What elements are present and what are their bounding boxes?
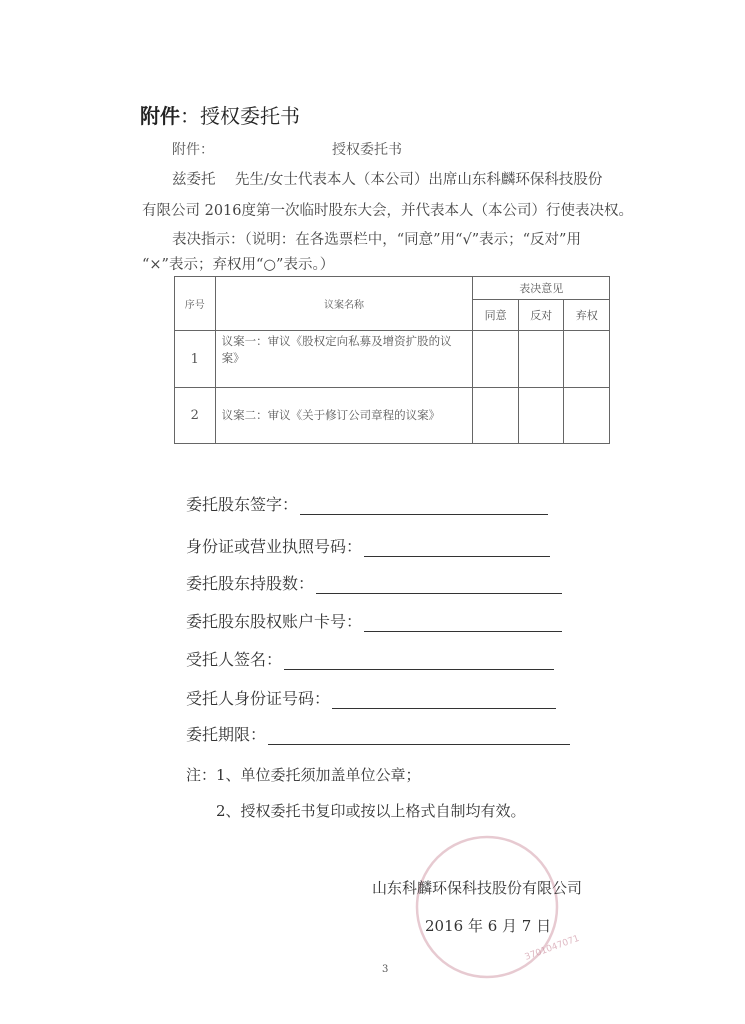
id-or-license-line[interactable] xyxy=(364,555,550,557)
header-oppose: 反对 xyxy=(518,300,564,331)
proxy-signature-line[interactable] xyxy=(284,668,554,670)
heading-prefix: 附件 xyxy=(140,104,180,128)
vote-oppose-cell[interactable] xyxy=(518,388,564,444)
document-heading xyxy=(140,100,300,129)
header-agree: 同意 xyxy=(473,300,519,331)
account-card-line[interactable] xyxy=(364,630,562,632)
vote-abstain-cell[interactable] xyxy=(564,388,610,444)
vote-abstain-cell[interactable] xyxy=(564,331,610,388)
intro-line3: 表决指示：（说明：在各选票栏中，“同意”用“√”表示；“反对”用 xyxy=(172,232,581,248)
company-seal-icon xyxy=(412,832,581,982)
intro-line2: 有限公司 2016度第一次临时股东大会，并代表本人（本公司）行使表决权。 xyxy=(142,203,634,219)
principal-signature-line[interactable] xyxy=(300,513,548,515)
motion-name: 议案一：审议《股权定向私募及增资扩股的议案》 xyxy=(215,331,473,388)
row-number: 1 xyxy=(175,331,216,388)
field-label: 委托股东股权账户卡号： xyxy=(186,612,363,631)
row-number: 2 xyxy=(175,388,216,444)
field-shares-held xyxy=(186,571,562,594)
shares-held-line[interactable] xyxy=(316,592,562,594)
header-vote-opinion: 表决意见 xyxy=(473,277,610,300)
field-label: 受托人身份证号码： xyxy=(186,689,331,708)
page-number: 3 xyxy=(382,964,389,975)
seal-number: 3701047071 xyxy=(523,933,581,963)
table-row xyxy=(175,331,610,388)
voting-table xyxy=(174,276,610,444)
field-principal-signature xyxy=(186,492,548,515)
heading-title: 授权委托书 xyxy=(200,104,300,128)
issue-date: 2016 年 6 月 7 日 xyxy=(425,917,552,935)
intro-line1-b: 先生/女士代表本人（本公司）出席山东科麟环保科技股份 xyxy=(235,172,603,188)
field-account-card xyxy=(186,609,562,632)
field-id-or-license xyxy=(186,534,550,557)
table-row xyxy=(175,388,610,444)
field-label: 身份证或营业执照号码： xyxy=(186,537,363,556)
field-label: 委托股东签字： xyxy=(186,495,299,514)
term-line[interactable] xyxy=(268,743,570,745)
vote-agree-cell[interactable] xyxy=(473,388,519,444)
header-serial-no: 序号 xyxy=(175,277,216,331)
note-2: 2、授权委托书复印或按以上格式自制均有效。 xyxy=(216,802,526,820)
company-name: 山东科麟环保科技股份有限公司 xyxy=(372,879,583,897)
attachment-title: 授权委托书 xyxy=(332,142,402,158)
intro-line4: “×”表示；弃权用“○”表示。） xyxy=(142,257,335,273)
field-label: 委托期限： xyxy=(186,725,267,744)
field-proxy-id xyxy=(186,686,556,709)
field-label: 委托股东持股数： xyxy=(186,574,315,593)
note-1: 注：1、单位委托须加盖单位公章； xyxy=(186,766,421,784)
heading-colon: ： xyxy=(180,104,200,128)
vote-oppose-cell[interactable] xyxy=(518,331,564,388)
attachment-label: 附件： xyxy=(172,142,214,158)
field-label: 受托人签名： xyxy=(186,650,283,669)
field-term xyxy=(186,722,570,745)
field-proxy-signature xyxy=(186,647,554,670)
vote-agree-cell[interactable] xyxy=(473,331,519,388)
proxy-id-line[interactable] xyxy=(332,707,556,709)
intro-line1-a: 兹委托 xyxy=(172,172,216,188)
motion-name: 议案二：审议《关于修订公司章程的议案》 xyxy=(215,388,473,444)
header-abstain: 弃权 xyxy=(564,300,610,331)
header-motion-name: 议案名称 xyxy=(215,277,473,331)
